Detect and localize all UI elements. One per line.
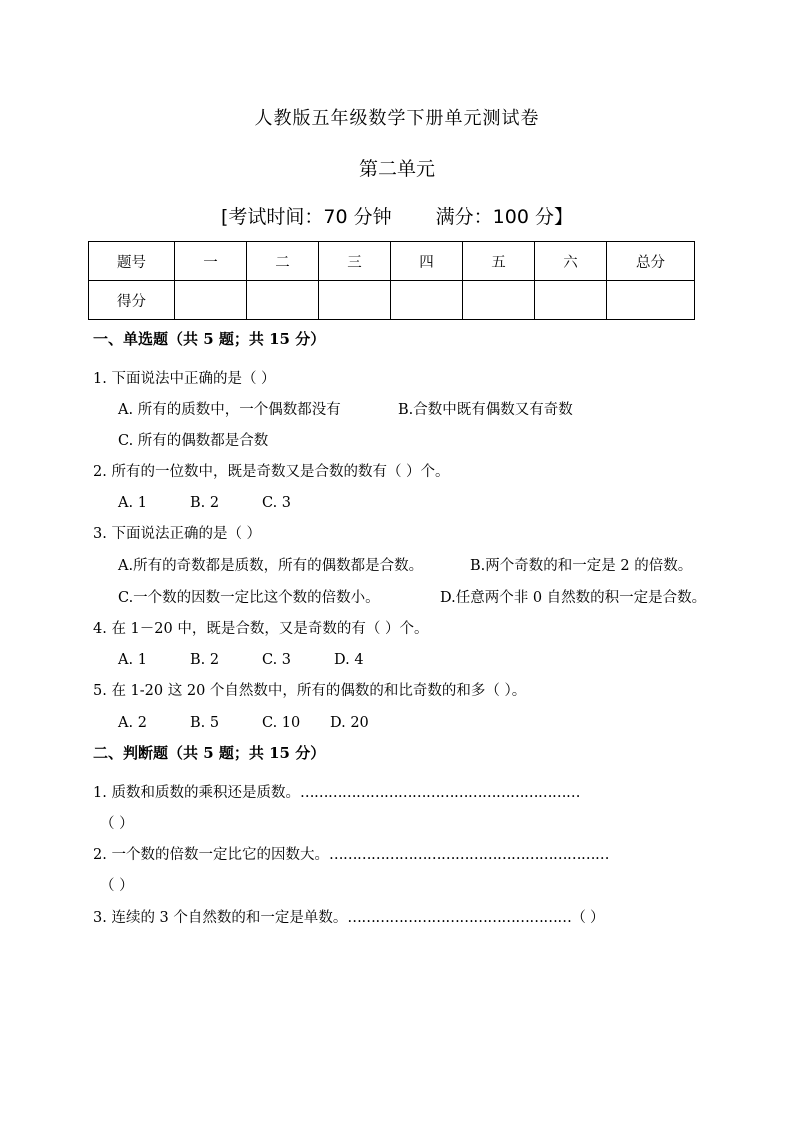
unit-title: 第二单元 — [358, 158, 435, 180]
question-option: A. 1 — [118, 652, 147, 668]
question-stem: 3. 下面说法正确的是（ ） — [93, 526, 262, 542]
question-option: B.两个奇数的和一定是 2 的倍数。 — [470, 558, 693, 574]
score-row-label: 得分 — [89, 281, 175, 320]
question-option: C. 所有的偶数都是合数 — [118, 433, 269, 449]
score-table-header-cell: 四 — [391, 242, 463, 281]
question-option: C.一个数的因数一定比这个数的倍数小。 — [118, 590, 380, 606]
score-table-header-cell: 题号 — [89, 242, 175, 281]
question-option: D.任意两个非 0 自然数的积一定是合数。 — [440, 590, 707, 606]
question-option: C. 3 — [262, 495, 292, 511]
score-table-score-row — [89, 281, 695, 320]
leader-dots: …………………………………………………… — [299, 785, 580, 801]
section-heading-choice: 一、单选题（共 5 题；共 15 分） — [93, 330, 326, 348]
question-option: D. 4 — [334, 652, 364, 668]
section-heading-true-false: 二、判断题（共 5 题；共 15 分） — [93, 744, 326, 762]
question-option: B. 2 — [190, 495, 220, 511]
question-stem: 1. 下面说法中正确的是（ ） — [93, 371, 276, 387]
question-stem — [93, 908, 605, 928]
score-table-header-cell: 二 — [247, 242, 319, 281]
question-option: D. 20 — [330, 715, 369, 731]
document-title: 人教版五年级数学下册单元测试卷 — [254, 108, 540, 129]
question-option: B.合数中既有偶数又有奇数 — [398, 402, 573, 418]
question-option: B. 5 — [190, 715, 220, 731]
score-table-header-cell: 六 — [535, 242, 607, 281]
leader-dots: …………………………………………………… — [328, 847, 609, 863]
question-option: C. 10 — [262, 715, 301, 731]
answer-blank: （ ） — [100, 816, 134, 832]
score-table-header-cell: 三 — [319, 242, 391, 281]
question-option: C. 3 — [262, 652, 292, 668]
score-table-header-cell: 五 — [463, 242, 535, 281]
question-option: A.所有的奇数都是质数，所有的偶数都是合数。 — [118, 558, 424, 574]
question-text: 2. 一个数的倍数一定比它的因数大。 — [93, 847, 329, 863]
question-option: A. 所有的质数中，一个偶数都没有 — [118, 402, 341, 418]
question-text: 1. 质数和质数的乘积还是质数。 — [93, 785, 300, 801]
exam-full-score: 满分：100 分】 — [435, 206, 573, 228]
question-text: 3. 连续的 3 个自然数的和一定是单数。 — [93, 910, 348, 926]
question-option: B. 2 — [190, 652, 220, 668]
question-option: A. 1 — [118, 495, 147, 511]
score-cell — [391, 281, 463, 320]
exam-info — [0, 202, 794, 229]
question-stem: 2. 所有的一位数中，既是奇数又是合数的数有（ ）个。 — [93, 464, 450, 480]
answer-blank: ） — [585, 910, 605, 926]
score-cell — [175, 281, 247, 320]
score-cell — [463, 281, 535, 320]
leader-dots: …………………………………………（ — [347, 910, 586, 926]
question-stem: 4. 在 1－20 中，既是合数，又是奇数的有（ ）个。 — [93, 621, 429, 637]
score-table-header-cell: 一 — [175, 242, 247, 281]
score-cell — [607, 281, 695, 320]
score-cell — [247, 281, 319, 320]
score-cell — [535, 281, 607, 320]
score-table — [88, 241, 695, 320]
score-cell — [319, 281, 391, 320]
question-option: A. 2 — [118, 715, 147, 731]
score-table-header-row — [89, 242, 695, 281]
question-stem: 5. 在 1-20 这 20 个自然数中，所有的偶数的和比奇数的和多（ ）。 — [93, 683, 527, 699]
question-stem — [93, 845, 609, 865]
answer-blank: （ ） — [100, 878, 134, 894]
exam-time: [考试时间：70 分钟 — [221, 206, 392, 228]
score-table-header-cell: 总分 — [607, 242, 695, 281]
question-stem — [93, 783, 580, 803]
